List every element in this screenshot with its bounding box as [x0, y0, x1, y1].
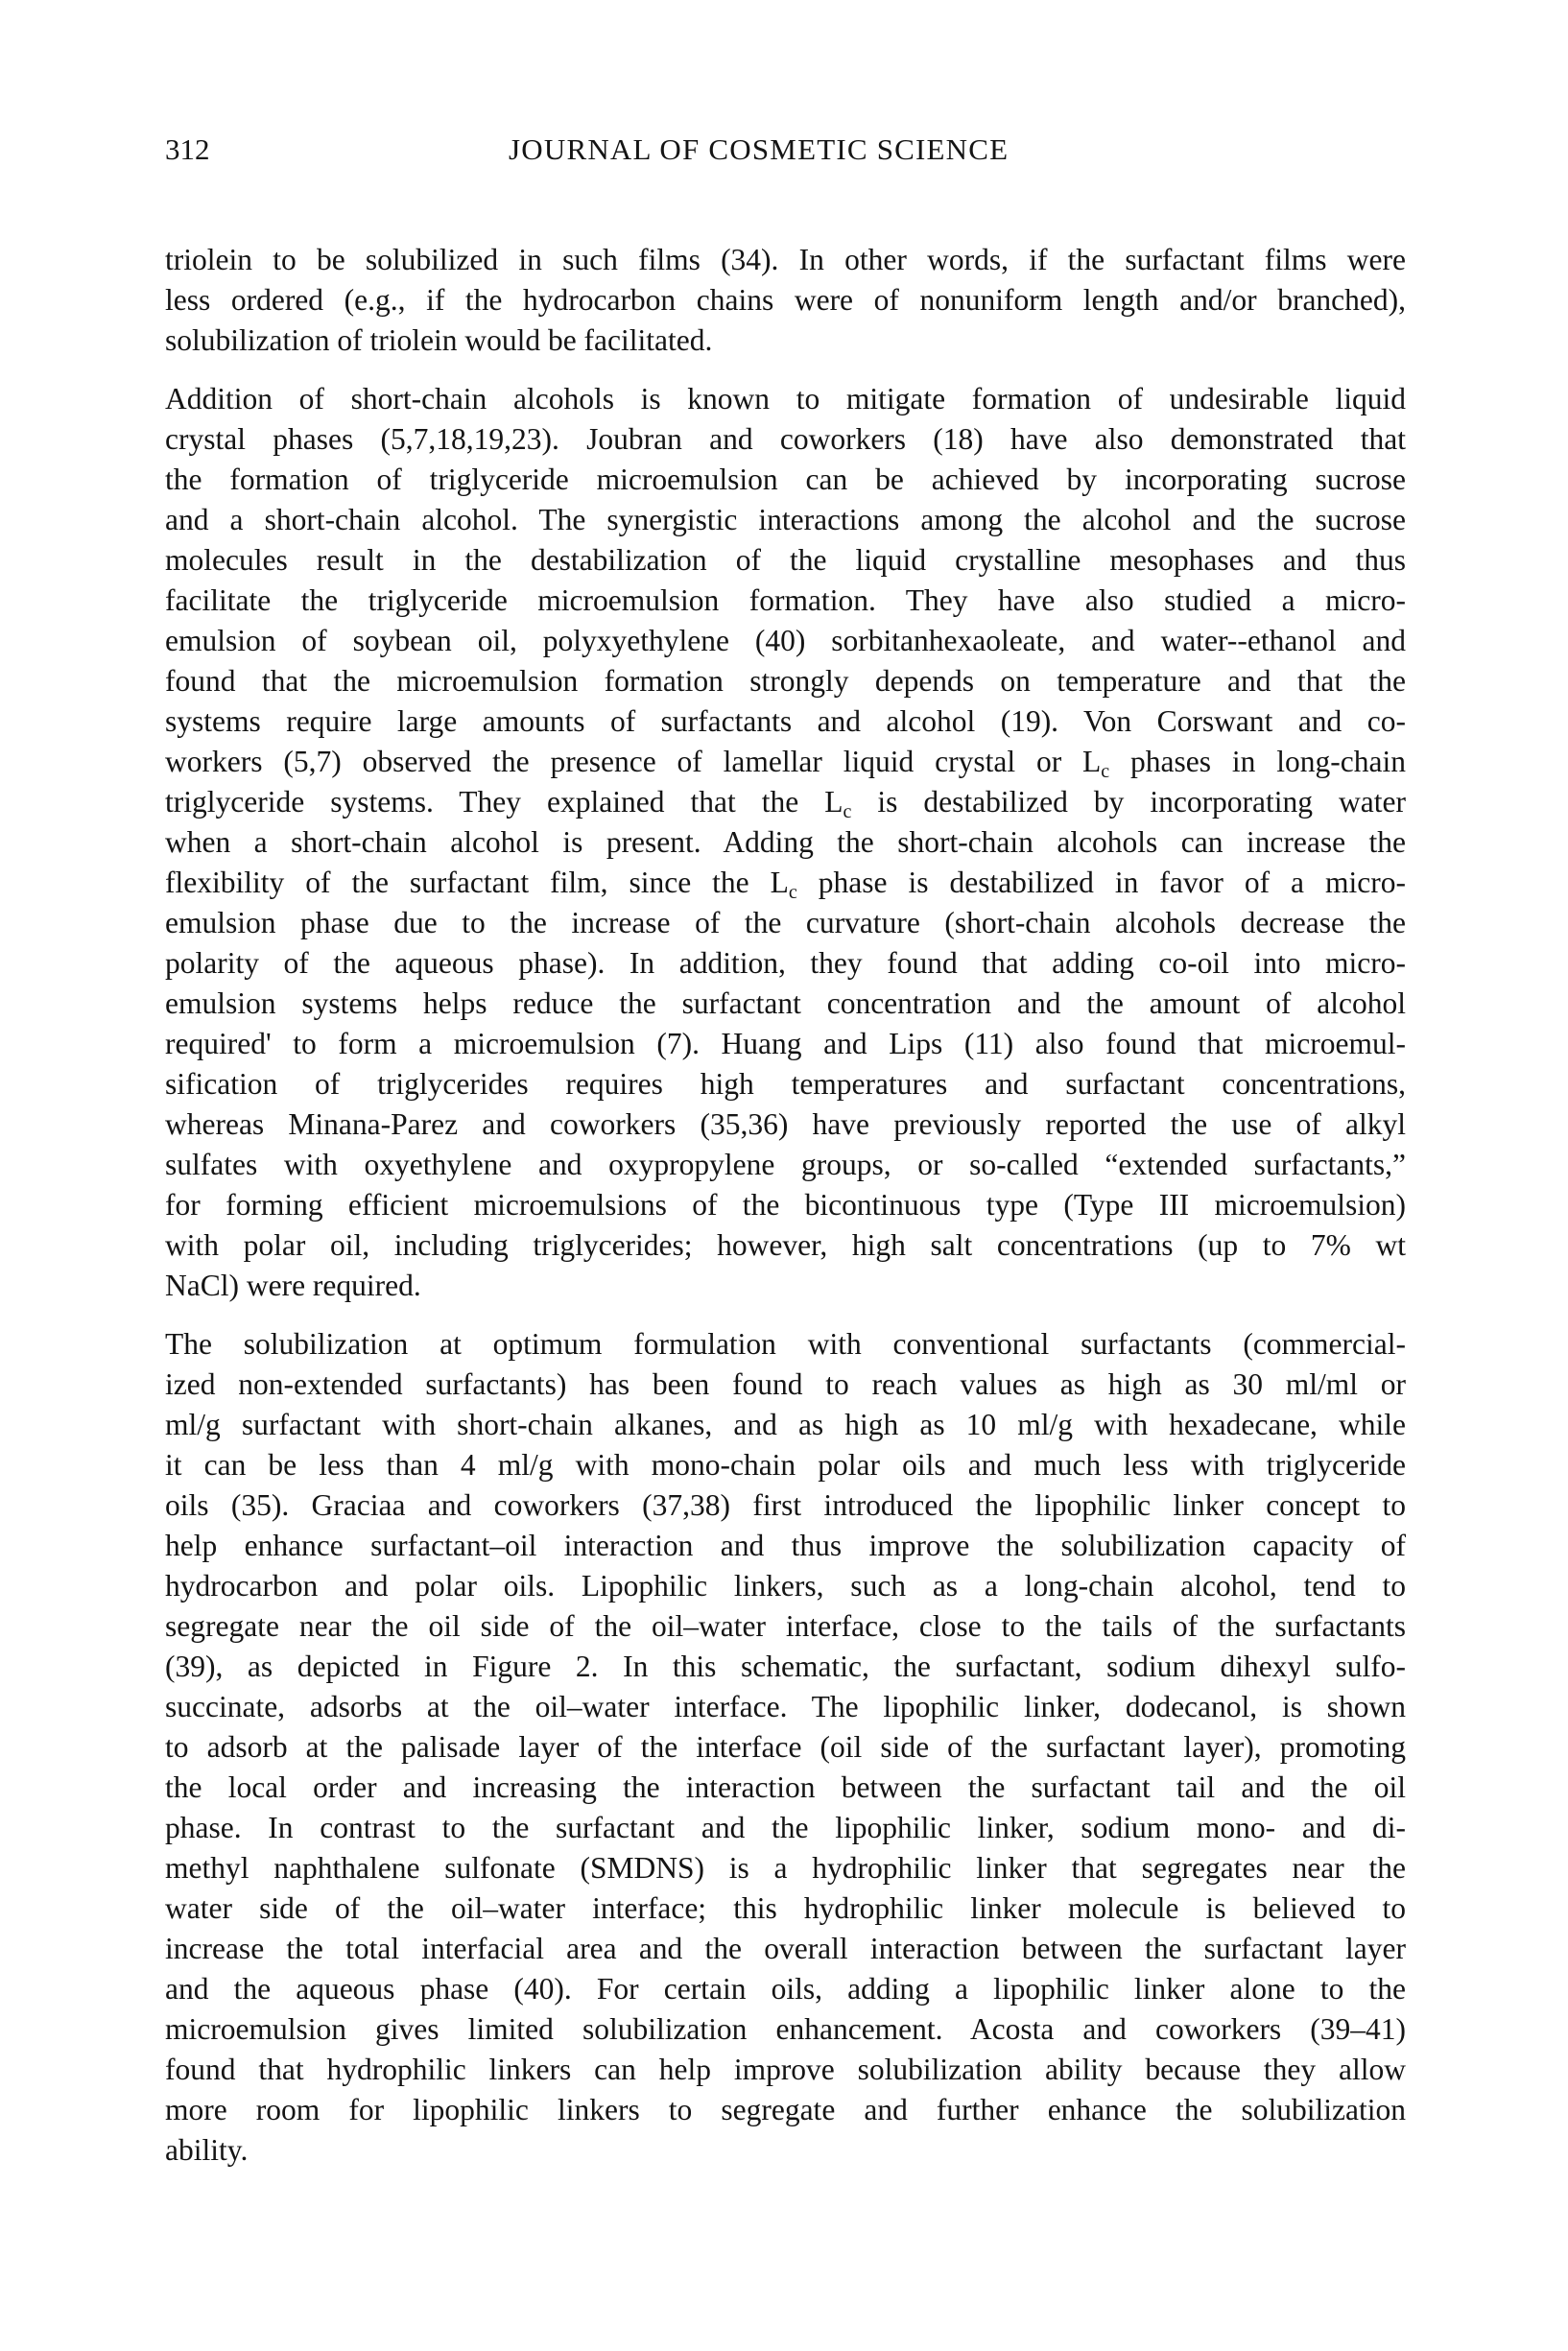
- paragraph-3: [165, 1324, 1406, 2171]
- text-segment: phase is destabilized in favor of a micro-: [796, 866, 1406, 899]
- text-line: molecules result in the destabilization of the liquid crystalline mesophases and thus: [165, 543, 1406, 577]
- text-line: Addition of short-chain alcohols is known to mitigate formation of undesirable liquid: [165, 382, 1406, 416]
- text-segment: triglyceride systems. They explained that the L: [165, 785, 843, 819]
- text-line: facilitate the triglyceride microemulsion formation. They have also studied a micro-: [165, 583, 1406, 617]
- text-line: and the aqueous phase (40). For certain oils, adding a lipophilic linker alone to the: [165, 1972, 1406, 2006]
- text-line: whereas Minana-Parez and coworkers (35,36) have previously reported the use of alkyl: [165, 1107, 1406, 1141]
- text-line: ability.: [165, 2133, 249, 2167]
- subscript-c: c: [788, 882, 797, 903]
- text-line: NaCl) were required.: [165, 1269, 421, 1302]
- text-line: emulsion systems helps reduce the surfactant concentration and the amount of alcohol: [165, 986, 1406, 1020]
- subscript-c: c: [843, 801, 852, 822]
- text-line: (39), as depicted in Figure 2. In this schematic, the surfactant, sodium dihexyl sulfo-: [165, 1650, 1406, 1683]
- text-line: sulfates with oxyethylene and oxypropylene groups, or so-called “extended surfactants,”: [165, 1148, 1406, 1181]
- text-line: systems require large amounts of surfactants and alcohol (19). Von Corswant and co-: [165, 704, 1406, 738]
- paragraph-2: [165, 379, 1406, 1306]
- text-segment: flexibility of the surfactant film, since the L: [165, 866, 789, 899]
- text-line: polarity of the aqueous phase). In addition, they found that adding co-oil into micro-: [165, 946, 1406, 980]
- text-line: water side of the oil–water interface; this hydrophilic linker molecule is believed to: [165, 1891, 1406, 1925]
- text-line: the formation of triglyceride microemulsion can be achieved by incorporating sucrose: [165, 463, 1406, 496]
- body-text: [165, 240, 1406, 2189]
- text-line-with-subscript: [165, 782, 1406, 822]
- text-line: help enhance surfactant–oil interaction and thus improve the solubilization capacity of: [165, 1529, 1406, 1562]
- text-line: with polar oil, including triglycerides; however, high salt concentrations (up to 7% wt: [165, 1228, 1406, 1262]
- text-line: crystal phases (5,7,18,19,23). Joubran and coworkers (18) have also demonstrated that: [165, 422, 1406, 456]
- text-line: emulsion phase due to the increase of the curvature (short-chain alcohols decrease the: [165, 906, 1406, 939]
- text-line: ml/g surfactant with short-chain alkanes, and as high as 10 ml/g with hexadecane, while: [165, 1408, 1406, 1441]
- text-segment: phases in long-chain: [1109, 745, 1406, 778]
- text-line: required' to form a microemulsion (7). Huang and Lips (11) also found that microemul-: [165, 1027, 1406, 1060]
- text-segment: workers (5,7) observed the presence of lamellar liquid crystal or L: [165, 745, 1102, 778]
- text-line: for forming efficient microemulsions of the bicontinuous type (Type III microemulsion): [165, 1188, 1406, 1222]
- text-line: emulsion of soybean oil, polyxyethylene (40) sorbitanhexaoleate, and water--ethanol and: [165, 624, 1406, 657]
- text-line: methyl naphthalene sulfonate (SMDNS) is a hydrophilic linker that segregates near the: [165, 1851, 1406, 1885]
- text-line: hydrocarbon and polar oils. Lipophilic linkers, such as a long-chain alcohol, tend to: [165, 1569, 1406, 1603]
- text-line: ized non-extended surfactants) has been found to reach values as high as 30 ml/ml or: [165, 1367, 1406, 1401]
- text-line: it can be less than 4 ml/g with mono-chain polar oils and much less with triglyceride: [165, 1448, 1406, 1482]
- journal-title: JOURNAL OF COSMETIC SCIENCE: [509, 132, 1010, 166]
- text-line: the local order and increasing the interaction between the surfactant tail and the oil: [165, 1770, 1406, 1804]
- text-line: when a short-chain alcohol is present. Adding the short-chain alcohols can increase the: [165, 825, 1406, 859]
- text-line: phase. In contrast to the surfactant and the lipophilic linker, sodium mono- and di-: [165, 1811, 1406, 1844]
- text-segment: is destabilized by incorporating water: [851, 785, 1407, 819]
- running-head: [165, 132, 1406, 171]
- text-line: less ordered (e.g., if the hydrocarbon chains were of nonuniform length and/or branched),: [165, 283, 1406, 317]
- text-line: succinate, adsorbs at the oil–water interface. The lipophilic linker, dodecanol, is shown: [165, 1690, 1406, 1723]
- text-line: triolein to be solubilized in such films (34). In other words, if the surfactant films were: [165, 243, 1406, 276]
- text-line: solubilization of triolein would be facilitated.: [165, 323, 713, 357]
- text-line: more room for lipophilic linkers to segregate and further enhance the solubilization: [165, 2093, 1406, 2126]
- text-line: to adsorb at the palisade layer of the interface (oil side of the surfactant layer), promoting: [165, 1730, 1406, 1764]
- text-line: and a short-chain alcohol. The synergistic interactions among the alcohol and the sucrose: [165, 503, 1406, 536]
- text-line: found that hydrophilic linkers can help improve solubilization ability because they allow: [165, 2053, 1406, 2086]
- page-number: 312: [165, 132, 210, 166]
- paragraph-1: [165, 240, 1406, 361]
- text-line: found that the microemulsion formation strongly depends on temperature and that the: [165, 664, 1406, 698]
- text-line: oils (35). Graciaa and coworkers (37,38) first introduced the lipophilic linker concept to: [165, 1488, 1406, 1522]
- text-line: The solubilization at optimum formulation with conventional surfactants (commercial-: [165, 1327, 1406, 1361]
- text-line: sification of triglycerides requires high temperatures and surfactant concentrations,: [165, 1067, 1406, 1101]
- subscript-c: c: [1101, 761, 1110, 782]
- text-line-with-subscript: [165, 742, 1406, 782]
- text-line: segregate near the oil side of the oil–water interface, close to the tails of the surfactants: [165, 1609, 1406, 1643]
- text-line-with-subscript: [165, 863, 1406, 903]
- text-line: microemulsion gives limited solubilization enhancement. Acosta and coworkers (39–41): [165, 2012, 1406, 2046]
- text-line: increase the total interfacial area and the overall interaction between the surfactant layer: [165, 1932, 1406, 1965]
